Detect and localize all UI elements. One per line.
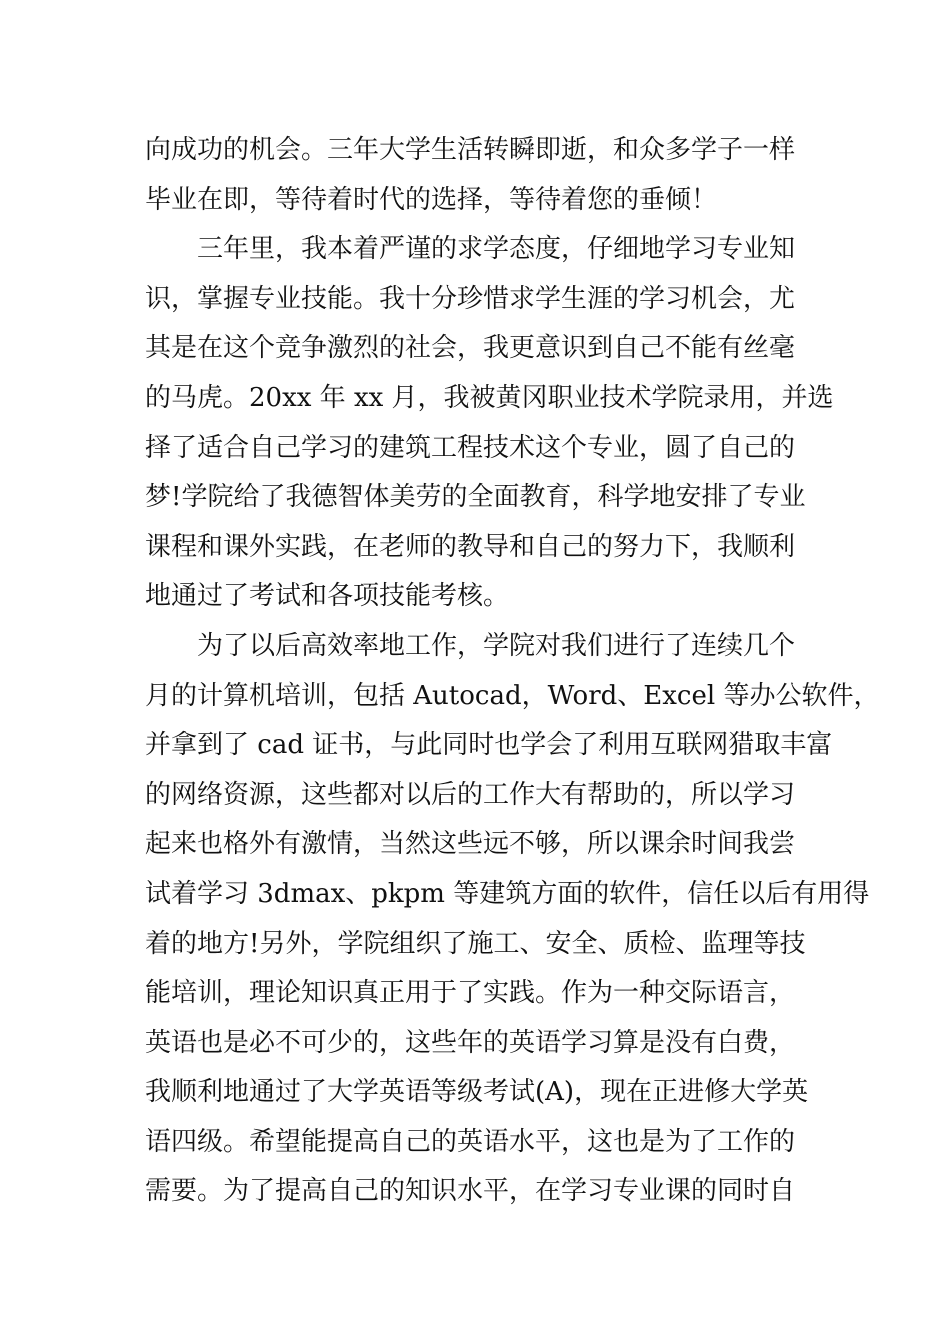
paragraph-1	[145, 126, 815, 225]
text-line: 的网络资源，这些都对以后的工作大有帮助的，所以学习	[145, 779, 796, 810]
document-body	[145, 126, 880, 1217]
text-line: 为了以后高效率地工作，学院对我们进行了连续几个	[197, 630, 796, 661]
text-line: 需要。为了提高自己的知识水平，在学习专业课的同时自	[145, 1176, 796, 1207]
text-line: 向成功的机会。三年大学生活转瞬即逝，和众多学子一样	[145, 135, 796, 165]
text-line: 月的计算机培训，包括 Autocad，Word、Excel 等办公软件，	[145, 680, 880, 711]
text-line: 其是在这个竞争激烈的社会，我更意识到自己不能有丝毫	[145, 333, 796, 364]
paragraph-3	[145, 622, 880, 1217]
text-line: 我顺利地通过了大学英语等级考试(A)，现在正进修大学英	[145, 1077, 809, 1108]
text-line: 毕业在即，等待着时代的选择，等待着您的垂倾！	[145, 184, 718, 215]
text-line: 择了适合自己学习的建筑工程技术这个专业，圆了自己的	[145, 432, 796, 463]
text-line: 的马虎。20xx 年 xx 月，我被黄冈职业技术学院录用，并选	[145, 382, 834, 413]
text-line: 识，掌握专业技能。我十分珍惜求学生涯的学习机会，尤	[145, 283, 796, 314]
text-line: 三年里，我本着严谨的求学态度，仔细地学习专业知	[197, 234, 796, 265]
text-line: 并拿到了 cad 证书，与此同时也学会了利用互联网猎取丰富	[145, 730, 833, 761]
text-line: 着的地方!另外，学院组织了施工、安全、质检、监理等技	[145, 928, 806, 959]
text-line: 课程和课外实践，在老师的教导和自己的努力下，我顺利	[145, 531, 796, 562]
text-line: 能培训，理论知识真正用于了实践。作为一种交际语言，	[145, 978, 796, 1009]
text-line: 起来也格外有激情，当然这些远不够，所以课余时间我尝	[145, 829, 796, 860]
text-line: 梦!学院给了我德智体美劳的全面教育，科学地安排了专业	[145, 482, 806, 513]
text-line: 试着学习 3dmax、pkpm 等建筑方面的软件，信任以后有用得	[145, 878, 870, 909]
text-line: 英语也是必不可少的，这些年的英语学习算是没有白费，	[145, 1027, 796, 1058]
text-line: 语四级。希望能提高自己的英语水平，这也是为了工作的	[145, 1126, 796, 1157]
text-line: 地通过了考试和各项技能考核。	[145, 581, 510, 612]
paragraph-2	[145, 225, 834, 622]
